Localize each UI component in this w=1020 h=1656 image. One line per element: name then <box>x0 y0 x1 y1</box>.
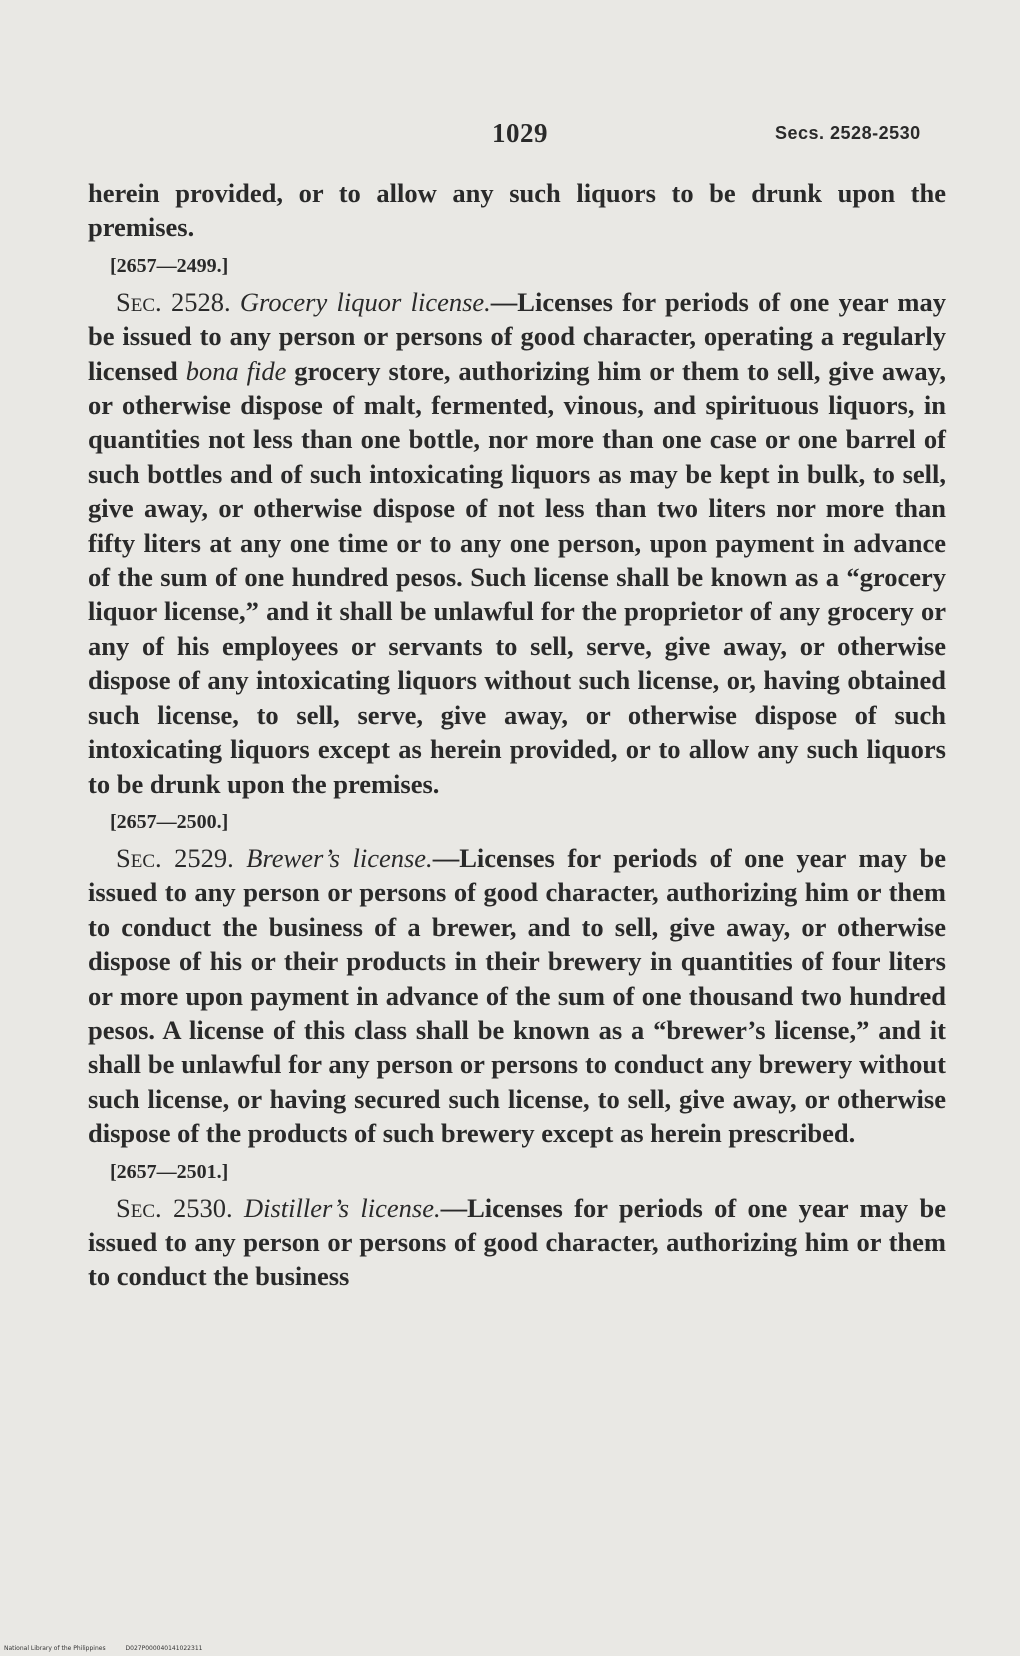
section-text: —Licenses for periods of one year may be issued to any person or persons of good character, operating a regularly licensed <box>88 286 947 386</box>
section-label: Sec. 2529. <box>116 842 234 873</box>
section-title: Grocery liquor license. <box>239 286 491 317</box>
scan-code: D027P000040141022311 <box>125 1645 203 1652</box>
section-title: Distiller’s license. <box>243 1192 441 1223</box>
section-2530 <box>88 1191 946 1294</box>
continuation-paragraph: herein provided, or to allow any such liquors to be drunk upon the premises. <box>88 178 946 243</box>
section-label: Sec. 2530. <box>116 1192 233 1223</box>
running-head: Secs. 2528-2530 <box>775 123 921 143</box>
library-credit: National Library of the Philippines <box>4 1645 106 1652</box>
citation: [2657—2501.] <box>110 1160 229 1183</box>
italic-phrase: bona fide <box>185 355 287 386</box>
section-text: grocery store, authorizing him or them to sell, give away, or otherwise dispose of malt, fermented, vinous, and spirituous liquors, in quantities not less than one bottle, nor more than one case or one barrel of such bottles and of such intoxicating liquors as may be kept in bulk, to sell, give away, or otherwise dispose of not less than two liters nor more than fifty liters at any one time or to any one person, upon payment in advance of the sum of one hundred pesos. Such license shall be known as a “grocery liquor license,” and it shall be unlawful for the proprietor of any grocery or any of his employees or servants to sell, serve, give away, or otherwise dispose of any intoxicating liquors without such license, or, having obtained such license, to sell, serve, give away, or otherwise dispose of such intoxicating liquors except as herein provided, or to allow any such liquors to be drunk upon the premises. <box>88 355 946 799</box>
section-text: —Licenses for periods of one year may be issued to any person or persons of good character, authorizing him or them to conduct the business of a brewer, and to sell, give away, or otherwise dispose of his or their products in their brewery in quantities of four liters or more upon payment in advance of the sum of one thousand two hundred pesos. A license of this class shall be known as a “brewer’s license,” and it shall be unlawful for any person or persons to conduct any brewery without such license, or having secured such license, to sell, give away, or otherwise dispose of the products of such brewery except as herein prescribed. <box>88 842 947 1149</box>
section-2529 <box>88 841 946 1151</box>
page-header <box>0 118 1020 158</box>
section-text: —Licenses for periods of one year may be issued to any person or persons of good character, authorizing him or them to conduct the business <box>88 1192 946 1292</box>
page-number: 1029 <box>492 118 548 148</box>
citation: [2657—2500.] <box>110 810 229 833</box>
scan-footer <box>4 1645 220 1652</box>
citation: [2657—2499.] <box>110 254 229 277</box>
section-title: Brewer’s license. <box>246 842 433 873</box>
section-label: Sec. 2528. <box>116 286 231 317</box>
body-text <box>88 176 946 1294</box>
section-2528 <box>88 285 946 801</box>
